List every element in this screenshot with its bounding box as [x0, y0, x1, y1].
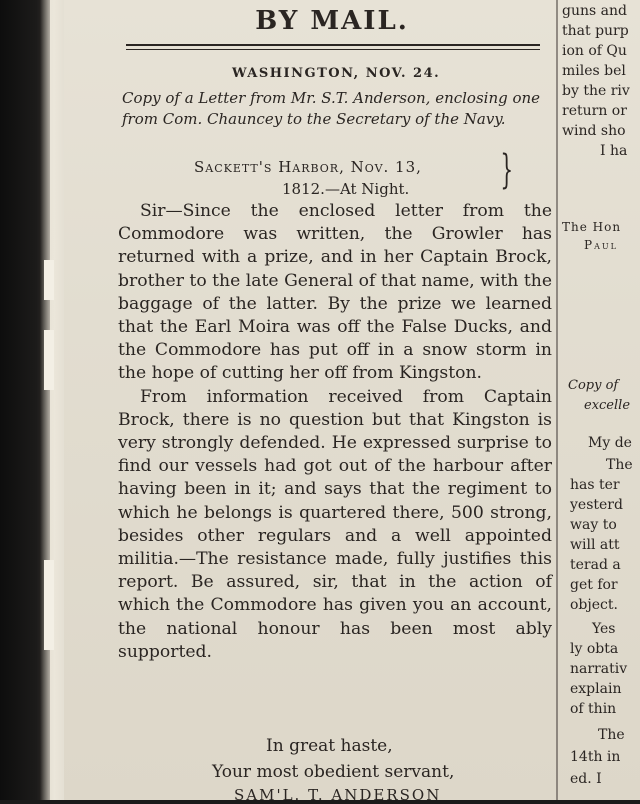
side-line: way to: [570, 517, 617, 533]
side-line: I ha: [600, 143, 628, 159]
side-line: Copy of: [568, 378, 619, 393]
letter-intro: Copy of a Letter from Mr. S.T. Anderson, enclosing one from Com. Chauncey to the Secretary of the Navy.: [122, 89, 541, 128]
side-line: wind sho: [562, 123, 626, 139]
signature: SAM'L. T. ANDERSON: [234, 786, 442, 804]
side-line: narrativ: [570, 661, 628, 677]
letter-body: [118, 200, 552, 664]
closing-line: In great haste,: [266, 736, 393, 756]
torn-edge: [44, 260, 54, 300]
side-line: miles bel: [562, 63, 626, 79]
side-line: object.: [570, 597, 618, 613]
paragraph-1: Sir—Since the enclosed letter from the Commodore was written, the Growler has returned with a prize, and in her Captain Brock, brother to the late General of that name, with the baggage of the latter. By the prize we learned that the Earl Moira was off the False Ducks, and the Commodore has put off in a snow storm in the hope of cutting her off from Kingston.: [118, 201, 552, 384]
column-divider: [556, 0, 558, 800]
side-heading: The Hon: [562, 220, 622, 234]
side-heading: Paul: [584, 238, 618, 252]
side-line: The: [598, 727, 625, 743]
heading-rule: [126, 44, 540, 46]
side-line: by the riv: [562, 83, 630, 99]
brace-mark: }: [500, 147, 514, 193]
adjacent-column: [562, 0, 640, 800]
closing-salutation: Your most obedient servant,: [212, 762, 455, 782]
section-heading: BY MAIL.: [255, 6, 409, 36]
letter-place: Sackett's Harbor, Nov. 13,: [194, 158, 422, 176]
side-line: return or: [562, 103, 627, 119]
side-line: will att: [570, 537, 620, 553]
side-line: explain: [570, 681, 622, 697]
side-line: ed. I: [570, 771, 602, 787]
side-line: has ter: [570, 477, 620, 493]
side-line: ion of Qu: [562, 43, 627, 59]
paragraph-2: From information received from Captain Brock, there is no question but that Kingston is very strongly defended. He expressed surprise to find our vessels had got out of the harbour after having been in it; and says that the regiment to which he belongs is quartered there, 500 strong, besides other regulars and a well appointed militia.—The resistance made, fully justifies this report. Be assured, sir, that in the action of which the Commodore has given you an account, the national honour has been most ably supported.: [118, 386, 552, 662]
side-line: ly obta: [570, 641, 619, 657]
side-line: get for: [570, 577, 618, 593]
torn-edge: [44, 560, 54, 650]
heading-rule-thin: [126, 49, 540, 50]
side-line: The: [606, 457, 633, 473]
side-line: excelle: [584, 398, 631, 413]
side-line: yesterd: [570, 497, 623, 513]
dateline: WASHINGTON, NOV. 24.: [232, 66, 441, 81]
paper-left-edge: [40, 0, 64, 800]
side-line: terad a: [570, 557, 621, 573]
side-line: that purp: [562, 23, 629, 39]
letter-date: 1812.—At Night.: [282, 180, 410, 198]
torn-edge: [44, 330, 54, 390]
side-line: of thin: [570, 701, 617, 717]
side-line: Yes: [592, 621, 616, 637]
side-line: 14th in: [570, 749, 621, 765]
side-line: guns and: [562, 3, 627, 19]
side-line: My de: [588, 435, 632, 451]
